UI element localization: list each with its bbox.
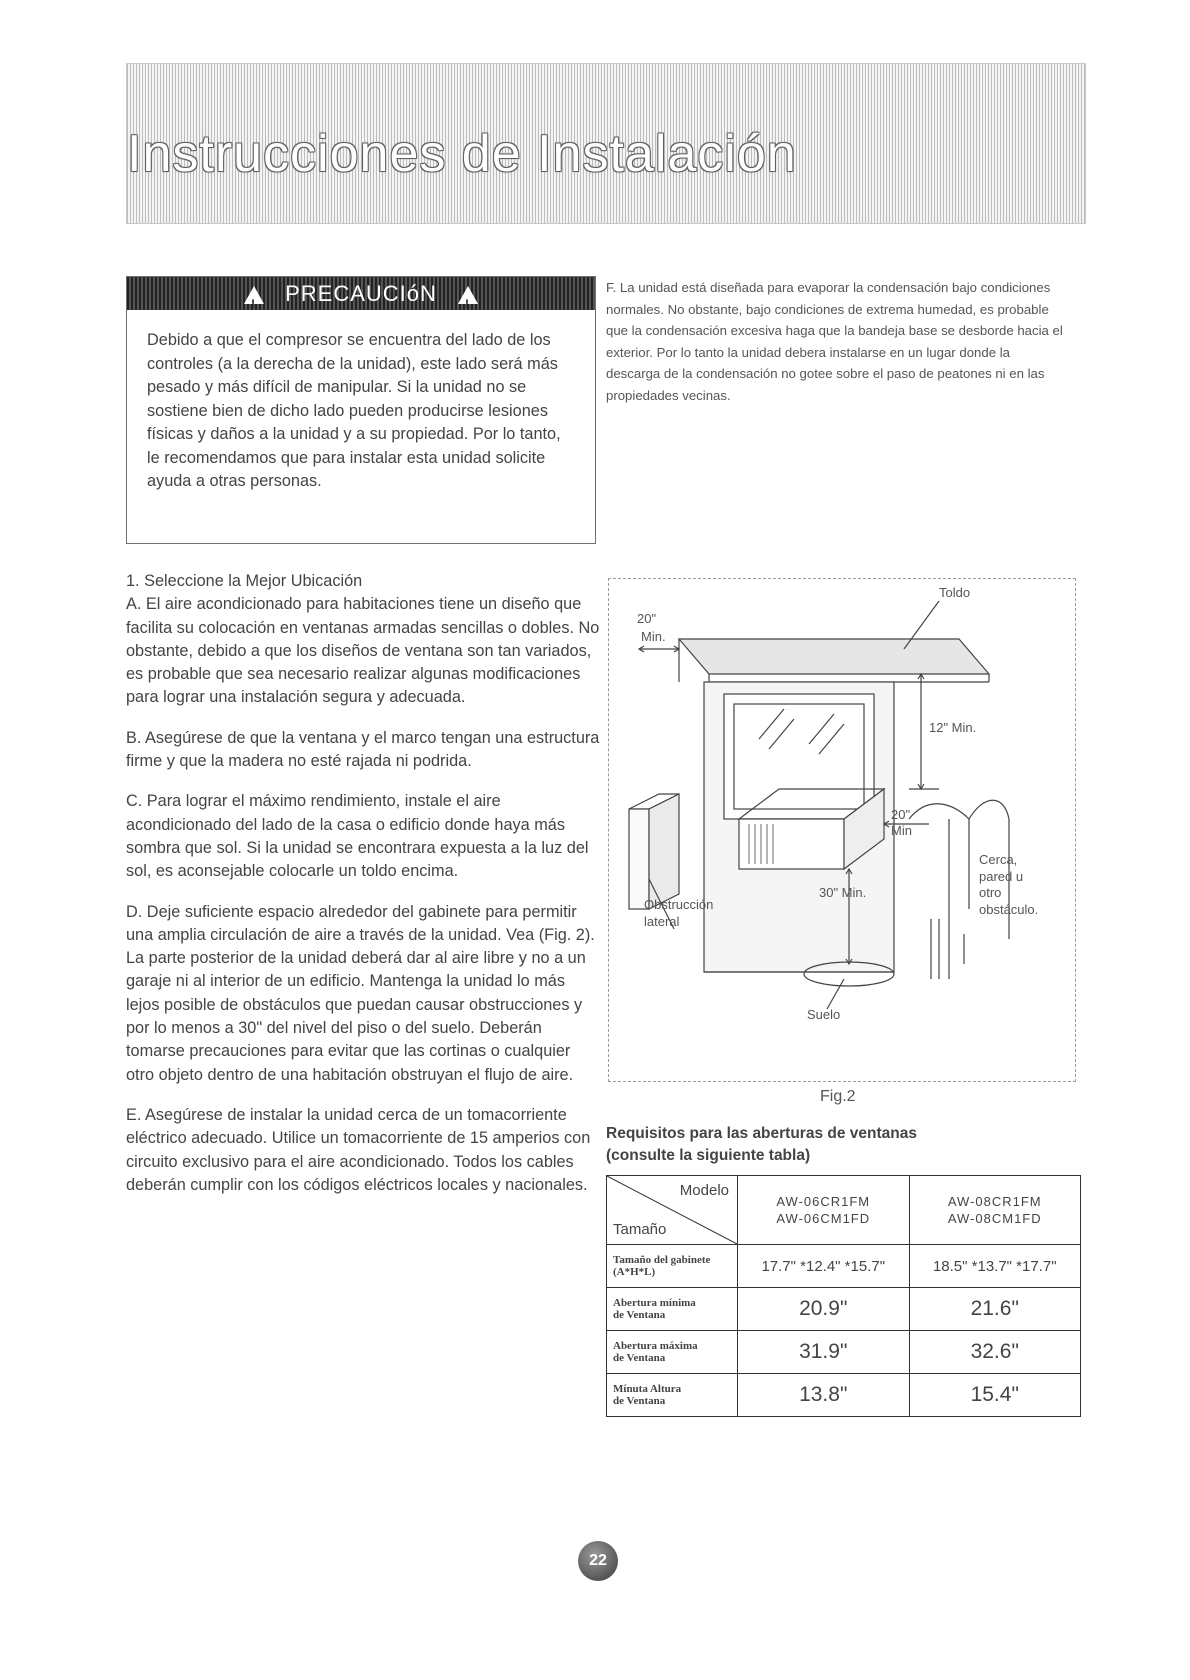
fence-label-3: otro (979, 885, 1002, 900)
model-column-1: AW-06CR1FM AW-06CM1FD (738, 1176, 910, 1245)
row-label: Mínuta Altura de Ventana (607, 1374, 738, 1417)
ground-label: Suelo (807, 1007, 841, 1022)
toldo-label: Toldo (939, 585, 971, 600)
min-opening-2: 21.6" (909, 1288, 1081, 1331)
fence-label-2: pared u (979, 869, 1024, 884)
figure-2 (608, 578, 1076, 1082)
model-column-2: AW-08CR1FM AW-08CM1FD (909, 1176, 1081, 1245)
page-title: Instrucciones de Instalación (127, 125, 797, 183)
section-e-text: E. Asegúrese de instalar la unidad cerca de un tomacorriente eléctrico adecuado. Utilice un tomacorriente de 15 amperios con circuito exclusivo para el aire acondicionado. Todos los cables deberán cumplir con los códigos eléctricos locales y nacionales. (126, 1105, 591, 1194)
table-header-row (607, 1176, 1081, 1245)
table-corner-cell (607, 1176, 738, 1245)
caution-banner (127, 277, 595, 310)
table-row (607, 1331, 1081, 1374)
min-opening-1: 20.9" (738, 1288, 910, 1331)
obstruction-label-1: Obstrucción (644, 897, 714, 912)
page-number: 22 (578, 1541, 618, 1581)
fence-label-4: obstáculo. (979, 902, 1039, 917)
requirements-title-line-1: Requisitos para las aberturas de ventanas (606, 1125, 917, 1142)
figure-caption: Fig.2 (820, 1088, 856, 1105)
warning-icon (458, 286, 478, 304)
window-requirements-table (606, 1175, 1081, 1417)
section-a-text: A. El aire acondicionado para habitaciones tiene un diseño que facilita su colocación en ventanas armadas sencillas o dobles. No obstante, debido a que los diseños de ventana son tan variados, es probable que sea necesario realizar algunas modificaciones para lograr una instalación segura y adecuada. (126, 595, 600, 707)
step-1-heading: 1. Seleccione la Mejor Ubicación (126, 572, 363, 590)
min-height-1: 13.8" (738, 1374, 910, 1417)
dim-20-top: 20" (637, 611, 657, 626)
section-f-text: F. La unidad está diseñada para evaporar la condensación bajo condiciones normales. No obstante, bajo condiciones de extrema humedad, es probable que la condensación excesiva haga que la bandeja base se desborde hacia el exterior. Por lo tanto la unidad debera instalarse en un lugar donde la descarga de la condensación no gotee sobre el paso de peatones ni en las propiedades vecinas. (606, 280, 1063, 403)
row-label: Tamaño del gabinete (A*H*L) (607, 1245, 738, 1288)
row-label: Abertura máxima de Ventana (607, 1331, 738, 1374)
caution-box (126, 276, 596, 544)
fence-label-1: Cerca, (979, 852, 1018, 867)
table-row (607, 1245, 1081, 1288)
cabinet-size-1: 17.7" *12.4" *15.7" (738, 1245, 910, 1288)
requirements-title-line-2: (consulte la siguiente tabla) (606, 1147, 811, 1164)
caution-title: PRECAUCIóN (285, 281, 437, 306)
installation-diagram (609, 579, 1075, 1081)
requirements-title (606, 1123, 1086, 1167)
left-column (126, 570, 601, 1214)
obstruction-label-2: lateral (644, 914, 680, 929)
caution-text: Debido a que el compresor se encuentra del lado de los controles (a la derecha de la unidad), este lado será más pesado y más difícil de manipular. Si la unidad no se sostiene bien de dicho lado pueden producirse lesiones físicas y daños a la unidad y a su propiedad. Por lo tanto, le recomendamos que para instalar esta unidad solicite ayuda a otras personas. (147, 331, 561, 490)
table-row (607, 1288, 1081, 1331)
warning-icon (244, 286, 264, 304)
size-header: Tamaño (613, 1221, 667, 1238)
max-opening-1: 31.9" (738, 1331, 910, 1374)
section-b-text: B. Asegúrese de que la ventana y el marco tengan una estructura firme y que la madera no esté rajada ni podrida. (126, 728, 600, 771)
section-c-text: C. Para lograr el máximo rendimiento, instale el aire acondicionado del lado de la casa o edificio donde haya más sombra que sol. Si la unidad se encontrara expuesta a la luz del sol, es aconsejable colocarle un toldo encima. (126, 792, 589, 881)
min-side-label: Min (891, 823, 912, 838)
model-header: Modelo (679, 1182, 729, 1199)
header-banner (126, 63, 1086, 224)
max-opening-2: 32.6" (909, 1331, 1081, 1374)
min-height-2: 15.4" (909, 1374, 1081, 1417)
dim-12-label: 12" Min. (929, 720, 977, 735)
table-row (607, 1374, 1081, 1417)
cabinet-size-2: 18.5" *13.7" *17.7" (909, 1245, 1081, 1288)
dim-20-side: 20" (891, 807, 911, 822)
row-label: Abertura mínima de Ventana (607, 1288, 738, 1331)
section-d-text: D. Deje suficiente espacio alrededor del gabinete para permitir una amplia circulación de aire a través de la unidad. Vea (Fig. 2). La parte posterior de la unidad deberá dar al aire libre y no a un garaje ni al interior de un edificio. Mantenga la unidad lo más lejos posible de obstáculos que puedan causar obstrucciones y por lo menos a 30" del nivel del piso o del suelo. Deberán tomarse precauciones para evitar que las cortinas o cualquier otro objeto dentro de una habitación obstruyan el flujo de aire. (126, 902, 595, 1084)
min-top-label: Min. (641, 629, 666, 644)
dim-30-label: 30" Min. (819, 885, 867, 900)
